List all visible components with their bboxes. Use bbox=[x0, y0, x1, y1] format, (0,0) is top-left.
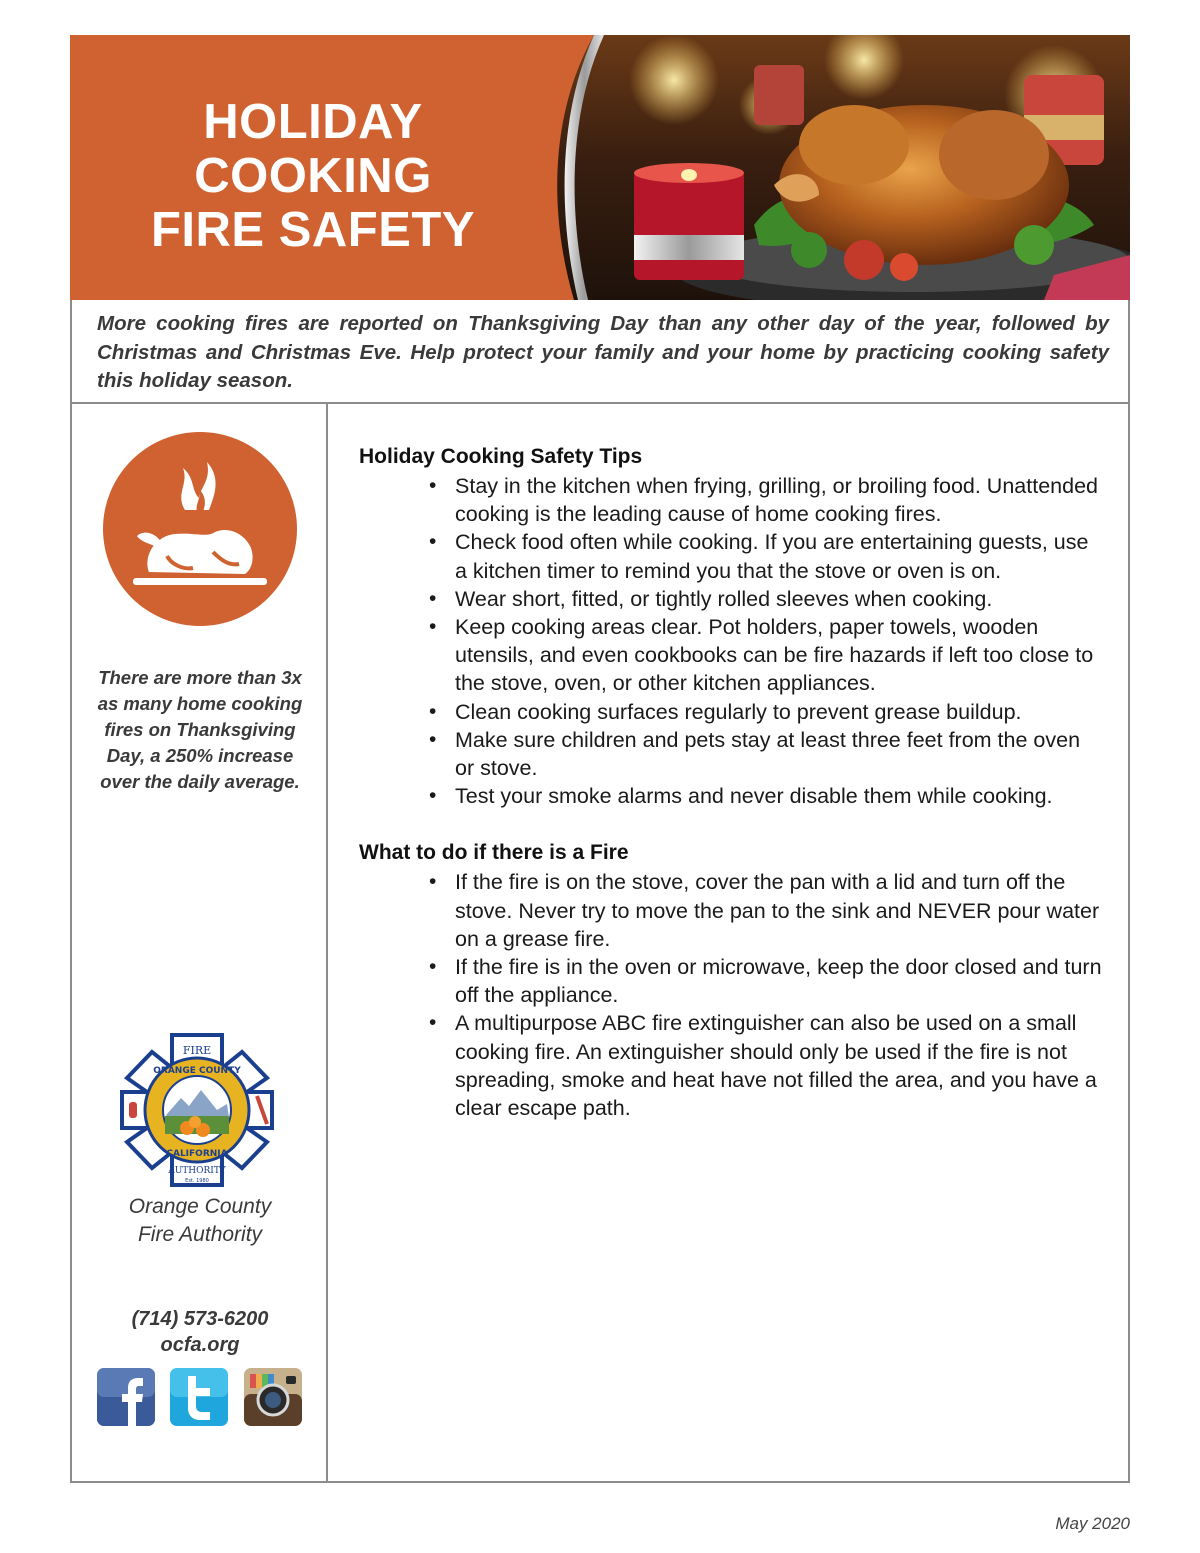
social-links bbox=[97, 1368, 307, 1428]
seal-ring-top: ORANGE COUNTY bbox=[153, 1066, 241, 1076]
website-link[interactable]: ocfa.org bbox=[160, 1334, 240, 1356]
list-item: • Clean cooking surfaces regularly to prevent grease buildup. bbox=[427, 698, 1104, 726]
section-heading-safety-tips: Holiday Cooking Safety Tips bbox=[359, 445, 643, 468]
list-item: • A multipurpose ABC fire extinguisher can also be used on a small cooking fire. An extinguisher should only be used if the fire is not spreading, smoke and heat have not filled the area, and you have a clear escape path. bbox=[427, 1009, 1104, 1122]
roast-turkey-photo bbox=[554, 35, 1130, 300]
phone-number[interactable]: (714) 573-6200 bbox=[131, 1308, 269, 1330]
list-item: • Test your smoke alarms and never disable them while cooking. bbox=[427, 782, 1104, 810]
list-item: • Keep cooking areas clear. Pot holders, paper towels, wooden utensils, and even cookbooks can be fire hazards if left too close to the stove, oven, or other kitchen appliances. bbox=[427, 613, 1104, 698]
list-item: • If the fire is on the stove, cover the pan with a lid and turn off the stove. Never try to move the pan to the sink and NEVER pour water on a grease fire. bbox=[427, 868, 1104, 953]
main-content bbox=[359, 442, 1104, 1122]
title-line-1: HOLIDAY bbox=[203, 95, 423, 149]
intro-text: More cooking fires are reported on Thanksgiving Day than any other day of the year, followed by Christmas and Christmas Eve. Help protect your family and your home by practicing cooking safety this holiday season. bbox=[97, 312, 1109, 392]
list-item: • Stay in the kitchen when frying, grilling, or broiling food. Unattended cooking is the leading cause of home cooking fires. bbox=[427, 472, 1104, 528]
page-title bbox=[128, 95, 498, 257]
safety-tips-list bbox=[427, 472, 1104, 810]
organization-name bbox=[92, 1193, 308, 1249]
instagram-icon[interactable] bbox=[244, 1368, 302, 1426]
intro-box bbox=[70, 300, 1130, 404]
list-item: • If the fire is in the oven or microwave, keep the door closed and turn off the appliance. bbox=[427, 953, 1104, 1009]
facebook-icon[interactable] bbox=[97, 1368, 155, 1426]
title-line-2: COOKING bbox=[194, 149, 432, 203]
list-item: • Check food often while cooking. If you are entertaining guests, use a kitchen timer to remind you that the stove or oven is on. bbox=[427, 528, 1104, 584]
seal-top-text: FIRE bbox=[182, 1044, 212, 1057]
header bbox=[70, 35, 1130, 300]
section-heading-fire-response: What to do if there is a Fire bbox=[359, 841, 629, 865]
seal-est: Est. 1980 bbox=[185, 1178, 209, 1184]
fire-response-list bbox=[427, 868, 1104, 1122]
org-name-line-1: Orange County bbox=[128, 1195, 272, 1218]
sidebar-divider bbox=[326, 404, 328, 1483]
title-line-3: FIRE SAFETY bbox=[150, 203, 476, 257]
org-name-line-2: Fire Authority bbox=[137, 1223, 263, 1246]
list-item: • Wear short, fitted, or tightly rolled sleeves when cooking. bbox=[427, 585, 1104, 613]
steaming-turkey-icon bbox=[103, 432, 297, 626]
list-item: • Make sure children and pets stay at least three feet from the oven or stove. bbox=[427, 726, 1104, 782]
ocfa-seal-icon bbox=[117, 1030, 277, 1190]
seal-ring-bottom: CALIFORNIA bbox=[166, 1149, 228, 1159]
seal-bottom-text: AUTHORITY bbox=[168, 1166, 226, 1176]
twitter-icon[interactable] bbox=[170, 1368, 228, 1426]
publication-date: May 2020 bbox=[1055, 1514, 1130, 1533]
section-spacer bbox=[359, 810, 1104, 838]
contact-info bbox=[92, 1306, 308, 1358]
statistic-callout: There are more than 3x as many home cooking fires on Thanksgiving Day, a 250% increase over the daily average. bbox=[97, 667, 303, 792]
